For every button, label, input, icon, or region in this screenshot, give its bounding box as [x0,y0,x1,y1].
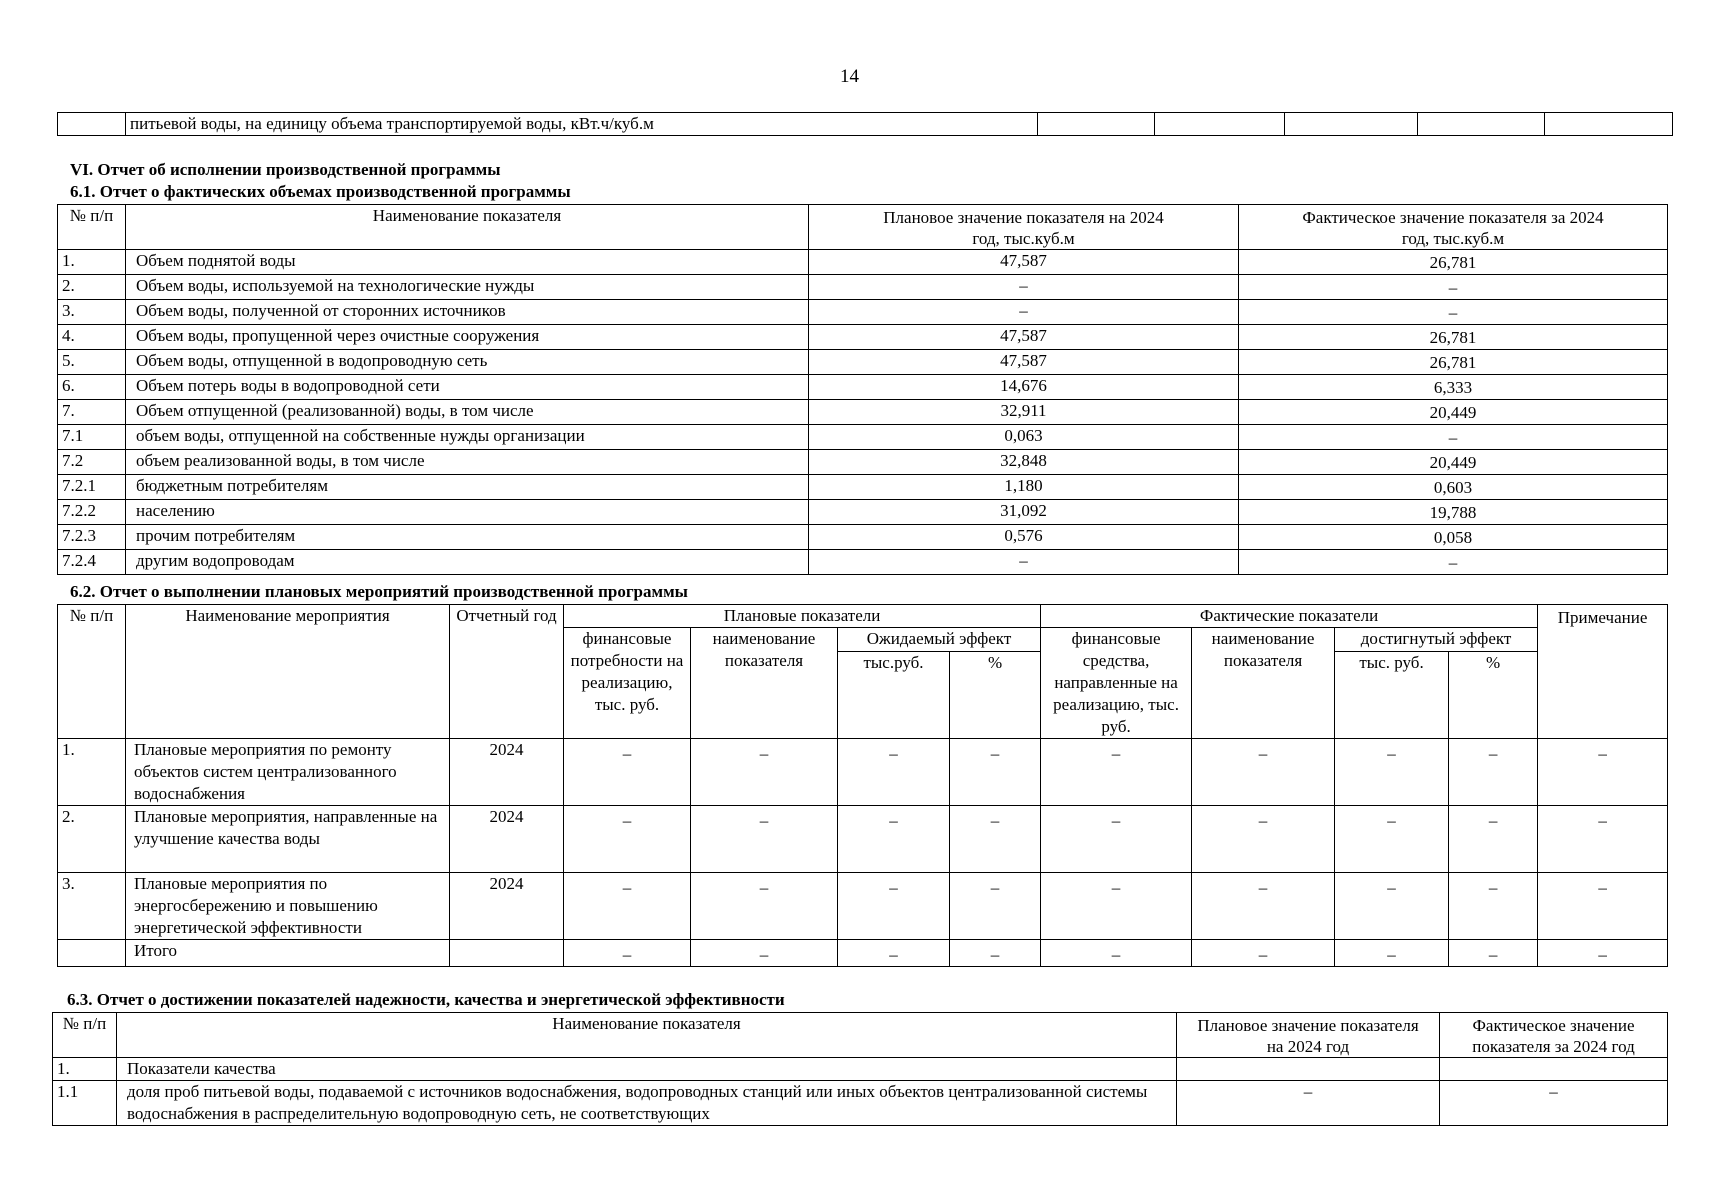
row-value: – [1335,873,1449,940]
row-name: Показатели качества [117,1058,1177,1081]
row-num: 1. [58,739,126,806]
row-value: – [691,806,838,873]
s62-title: 6.2. Отчет о выполнении плановых мероприятий производственной программы [70,582,688,601]
row-value: – [1538,873,1668,940]
s62-header-fact-eff: достигнутый эффект [1335,628,1538,652]
section-title: VI. Отчет об исполнении производственной программы [70,160,501,179]
row-num: 7.2.1 [58,475,126,500]
row-fact-value: – [1440,1081,1668,1126]
s62-header-fact-eff-rub: тыс. руб. [1335,651,1449,738]
row-plan-value: 0,576 [809,525,1239,550]
s62-header-fact-group: Фактические показатели [1041,605,1538,628]
row-plan-value: 31,092 [809,500,1239,525]
row-value: – [950,806,1041,873]
s62-header-fact-fin: финансовые средства, направленные на реализацию, тыс. руб. [1041,628,1192,739]
table-row [58,475,1668,500]
row-value: – [1335,940,1449,967]
row-value: – [564,806,691,873]
row-value: – [950,940,1041,967]
row-plan-value [1177,1058,1440,1081]
row-value: – [1538,739,1668,806]
s63-header-name: Наименование показателя [117,1013,1177,1058]
row-name: Плановые мероприятия по энергосбережению и повышению энергетической эффективности [126,873,450,940]
row-fact-value: 19,788 [1239,500,1668,525]
s62-header-fact-ind: наименование показателя [1192,628,1335,739]
s62-header-fact-eff-pct: % [1449,651,1538,738]
row-value: – [564,873,691,940]
row-fact-value: 0,058 [1239,525,1668,550]
s62-table [57,604,1668,967]
row-plan-value: 47,587 [809,325,1239,350]
s63-title: 6.3. Отчет о достижении показателей надежности, качества и энергетической эффективности [67,990,785,1009]
row-num: 1.1 [53,1081,117,1126]
s62-header-plan-eff: Ожидаемый эффект [838,628,1041,652]
row-name: Объем потерь воды в водопроводной сети [126,375,809,400]
row-value: – [691,940,838,967]
table-row [53,1058,1668,1081]
row-plan-value: 47,587 [809,350,1239,375]
row-value: – [1538,806,1668,873]
row-fact-value: – [1239,300,1668,325]
row-num: 2. [58,806,126,873]
row-num: 3. [58,873,126,940]
s62-header-plan-group: Плановые показатели [564,605,1041,628]
row-year: 2024 [450,873,564,940]
s62-header-num: № п/п [58,605,126,739]
row-value: – [1335,806,1449,873]
row-value: – [1192,806,1335,873]
table-row [58,525,1668,550]
row-plan-value: 47,587 [809,250,1239,275]
s63-header-num: № п/п [53,1013,117,1058]
s61-title: 6.1. Отчет о фактических объемах производственной программы [70,182,571,201]
table-row [58,325,1668,350]
row-fact-value: – [1239,425,1668,450]
row-value: – [838,940,950,967]
row-name: Плановые мероприятия, направленные на улучшение качества воды [126,806,450,873]
row-num: 1. [53,1058,117,1081]
s62-header-plan-ind: наименование показателя [691,628,838,739]
row-name: бюджетным потребителям [126,475,809,500]
row-num: 7.2.4 [58,550,126,575]
row-name: Объем воды, отпущенной в водопроводную сеть [126,350,809,375]
row-num: 2. [58,275,126,300]
row-name: другим водопроводам [126,550,809,575]
table-row [58,400,1668,425]
row-year: 2024 [450,739,564,806]
row-num [58,940,126,967]
s62-header-plan-eff-rub: тыс.руб. [838,651,950,738]
row-fact-value [1440,1058,1668,1081]
table-row [53,1081,1668,1126]
row-num: 7.2 [58,450,126,475]
row-fact-value: 0,603 [1239,475,1668,500]
row-name: Плановые мероприятия по ремонту объектов систем централизованного водоснабжения [126,739,450,806]
row-value: – [691,739,838,806]
s62-header-note: Примечание [1538,605,1668,739]
row-value: – [1192,940,1335,967]
row-num: 7.2.2 [58,500,126,525]
s61-header-fact: Фактическое значение показателя за 2024 год, тыс.куб.м [1239,205,1668,250]
s63-table [52,1012,1668,1126]
row-name: Объем воды, пропущенной через очистные сооружения [126,325,809,350]
row-num: 1. [58,250,126,275]
row-fact-value: 6,333 [1239,375,1668,400]
row-value: – [950,873,1041,940]
row-value: – [564,739,691,806]
row-plan-value: – [809,300,1239,325]
row-plan-value: 32,848 [809,450,1239,475]
row-value: – [838,806,950,873]
row-value: – [1041,873,1192,940]
s63-header-fact: Фактическое значение показателя за 2024 год [1440,1013,1668,1058]
row-num: 7.1 [58,425,126,450]
table-row [58,739,1668,806]
s61-header-num: № п/п [58,205,126,250]
table-row [58,113,1673,136]
row-name: Итого [126,940,450,967]
s61-table [57,204,1668,575]
row-year [450,940,564,967]
row-plan-value: – [1177,1081,1440,1126]
row-fact-value: – [1239,550,1668,575]
table-row [58,500,1668,525]
row-num: 5. [58,350,126,375]
s61-header-plan: Плановое значение показателя на 2024 год, тыс.куб.м [809,205,1239,250]
table-row [58,275,1668,300]
table-row [58,375,1668,400]
row-num: 7. [58,400,126,425]
row-name: Объем отпущенной (реализованной) воды, в том числе [126,400,809,425]
row-fact-value: 26,781 [1239,325,1668,350]
s62-header-name: Наименование мероприятия [126,605,450,739]
row-value: – [1041,806,1192,873]
row-value: – [1449,806,1538,873]
row-name: прочим потребителям [126,525,809,550]
top-continuation-table [57,112,1673,136]
row-value: – [838,739,950,806]
row-plan-value: – [809,550,1239,575]
row-plan-value: – [809,275,1239,300]
row-fact-value: 26,781 [1239,350,1668,375]
table-row [58,940,1668,967]
s62-header-year: Отчетный год [450,605,564,739]
s62-header-plan-eff-pct: % [950,651,1041,738]
row-name: объем реализованной воды, в том числе [126,450,809,475]
table-row [58,450,1668,475]
row-value: – [1538,940,1668,967]
table-row [58,550,1668,575]
row-name: Объем поднятой воды [126,250,809,275]
row-num: 3. [58,300,126,325]
row-value: – [1041,739,1192,806]
s62-header-row-1 [58,605,1668,628]
top-row-text: питьевой воды, на единицу объема транспортируемой воды, кВт.ч/куб.м [126,113,1038,136]
row-fact-value: 20,449 [1239,450,1668,475]
row-num: 6. [58,375,126,400]
row-value: – [1192,739,1335,806]
row-fact-value: 26,781 [1239,250,1668,275]
row-value: – [950,739,1041,806]
row-plan-value: 14,676 [809,375,1239,400]
table-row [58,350,1668,375]
row-fact-value: 20,449 [1239,400,1668,425]
table-row [58,873,1668,940]
s61-header-row [58,205,1668,250]
row-plan-value: 32,911 [809,400,1239,425]
row-name: населению [126,500,809,525]
table-row [58,425,1668,450]
row-value: – [1335,739,1449,806]
s61-header-name: Наименование показателя [126,205,809,250]
row-value: – [1449,739,1538,806]
row-name: Объем воды, используемой на технологические нужды [126,275,809,300]
row-value: – [564,940,691,967]
row-name: доля проб питьевой воды, подаваемой с источников водоснабжения, водопроводных станций или иных объектов централизованной системы водоснабжения в распределительную водопроводную сеть, не соответствующих [117,1081,1177,1126]
page-number: 14 [840,66,859,87]
row-value: – [1192,873,1335,940]
row-value: – [1449,873,1538,940]
s62-header-plan-fin: финансовые потребности на реализацию, тыс. руб. [564,628,691,739]
row-num: 7.2.3 [58,525,126,550]
table-row [58,806,1668,873]
row-value: – [1041,940,1192,967]
row-fact-value: – [1239,275,1668,300]
row-value: – [1449,940,1538,967]
row-plan-value: 1,180 [809,475,1239,500]
s63-header-plan: Плановое значение показателя на 2024 год [1177,1013,1440,1058]
row-name: Объем воды, полученной от сторонних источников [126,300,809,325]
row-num: 4. [58,325,126,350]
row-name: объем воды, отпущенной на собственные нужды организации [126,425,809,450]
row-value: – [691,873,838,940]
s63-header-row [53,1013,1668,1058]
row-value: – [838,873,950,940]
table-row [58,250,1668,275]
table-row [58,300,1668,325]
row-plan-value: 0,063 [809,425,1239,450]
row-year: 2024 [450,806,564,873]
